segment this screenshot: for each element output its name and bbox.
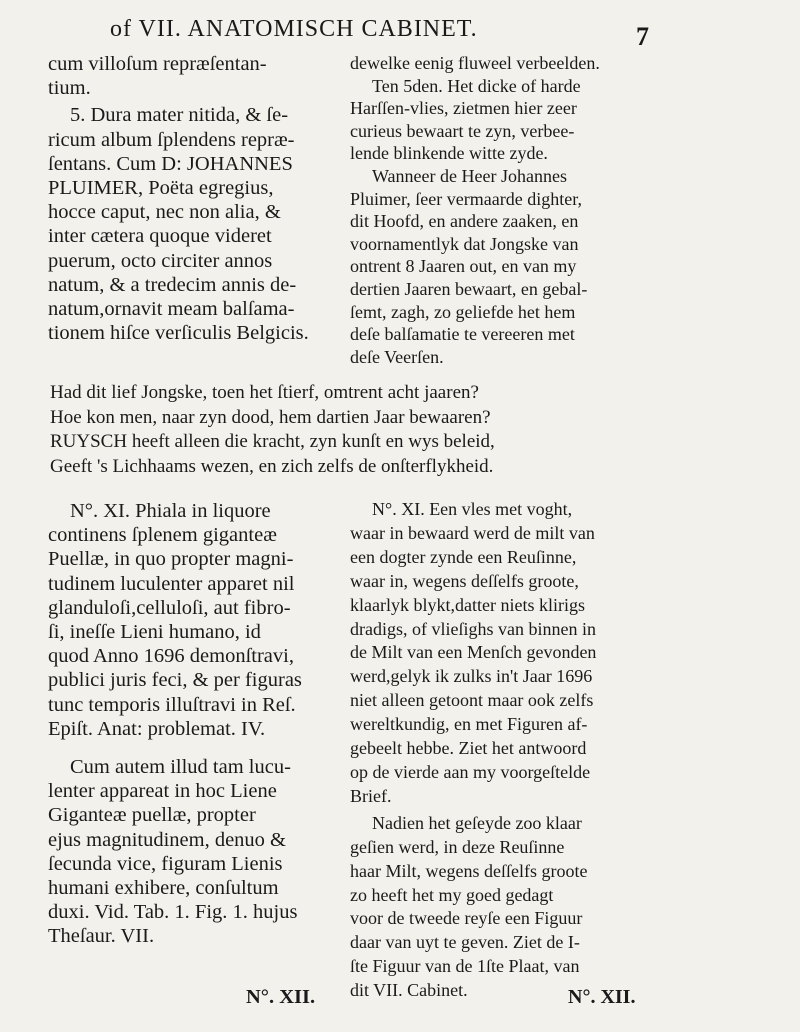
text-line: Brief. bbox=[350, 785, 392, 806]
catchword-left: N°. XII. bbox=[246, 986, 316, 1008]
text-line: tium. bbox=[48, 77, 91, 100]
text-line: gebeelt hebbe. Ziet het antwoord bbox=[350, 738, 587, 759]
text-line: geſien werd, in deze Reuſinne bbox=[350, 836, 565, 857]
text-line: publici juris feci, & per figuras bbox=[48, 669, 302, 692]
text-line: dradigs, of vlieſighs van binnen in bbox=[350, 618, 596, 639]
text-line: daar van uyt te geven. Ziet de I- bbox=[350, 932, 580, 953]
poem-verse bbox=[50, 381, 610, 479]
text-line: PLUIMER, Poëta egregius, bbox=[48, 177, 274, 200]
text-line: niet alleen getoont maar ook zelfs bbox=[350, 690, 594, 711]
text-line: deſe balſamatie te vereeren met bbox=[350, 324, 575, 345]
text-line: quod Anno 1696 demonſtravi, bbox=[48, 645, 294, 668]
text-line: hocce caput, nec non alia, & bbox=[48, 201, 281, 224]
text-line: curieus bewaart te zyn, verbee- bbox=[350, 120, 575, 141]
text-line: Pluimer, ſeer vermaarde dighter, bbox=[350, 188, 582, 209]
text-line: Theſaur. VII. bbox=[48, 925, 155, 948]
verse-line: RUYSCH heeft alleen die kracht, zyn kunſt en wys beleid, bbox=[50, 431, 495, 452]
text-line: N°. XI. Een vles met voght, bbox=[372, 499, 573, 519]
page-number: 7 bbox=[636, 22, 649, 51]
text-line: natum,ornavit meam balſama- bbox=[48, 298, 295, 321]
dutch-column-top bbox=[350, 52, 655, 368]
running-title: of VII. ANATOMISCH CABINET. bbox=[110, 16, 478, 42]
text-line: cum villoſum repræſentan- bbox=[48, 53, 267, 75]
text-line: natum, & a tredecim annis de- bbox=[48, 273, 297, 296]
text-line: Cum autem illud tam lucu- bbox=[70, 756, 291, 779]
text-line: dit Hoofd, en andere zaaken, en bbox=[350, 211, 579, 232]
text-line: continens ſplenem giganteæ bbox=[48, 524, 277, 547]
text-line: Puellæ, in quo propter magni- bbox=[48, 548, 294, 571]
latin-column-bottom bbox=[48, 499, 338, 949]
text-line: ontrent 8 Jaaren out, en van my bbox=[350, 256, 577, 277]
text-line: dit VII. Cabinet. bbox=[350, 980, 468, 1001]
text-line: ſentans. Cum D: JOHANNES bbox=[48, 152, 293, 175]
text-line: lenter appareat in hoc Liene bbox=[48, 780, 277, 803]
text-line: voor de tweede reyſe een Figuur bbox=[350, 908, 583, 929]
dutch-column-bottom bbox=[350, 498, 655, 1003]
text-line: duxi. Vid. Tab. 1. Fig. 1. hujus bbox=[48, 901, 298, 924]
text-line: humani exhibere, conſultum bbox=[48, 877, 279, 900]
text-line: Nadien het geſeyde zoo klaar bbox=[372, 812, 582, 833]
text-line: tunc temporis illuſtravi in Reſ. bbox=[48, 693, 296, 716]
text-line: op de vierde aan my voorgeſtelde bbox=[350, 761, 591, 782]
text-line: inter cætera quoque videret bbox=[48, 225, 272, 248]
text-line: waar in, wegens deſſelfs groote, bbox=[350, 570, 579, 591]
text-line: een dogter zynde een Reuſinne, bbox=[350, 546, 577, 567]
text-line: voornamentlyk dat Jongske van bbox=[350, 233, 579, 254]
text-line: Epiſt. Anat: problemat. IV. bbox=[48, 717, 266, 740]
text-line: N°. XI. Phiala in liquore bbox=[70, 500, 271, 522]
text-line: haar Milt, wegens deſſelfs groote bbox=[350, 860, 588, 881]
verse-line: Hoe kon men, naar zyn dood, hem dartien Jaar bewaaren? bbox=[50, 406, 491, 428]
text-line: glanduloſi,celluloſi, aut fibro- bbox=[48, 596, 291, 619]
text-line: ſemt, zagh, zo geliefde het hem bbox=[350, 301, 576, 322]
text-line: tionem hiſce verſiculis Belgicis. bbox=[48, 322, 309, 345]
text-line: ſte Figuur van de 1ſte Plaat, van bbox=[350, 956, 580, 977]
catchword-right: N°. XII. bbox=[568, 986, 636, 1008]
text-line: de Milt van een Menſch gevonden bbox=[350, 642, 597, 663]
text-line: waar in bewaard werd de milt van bbox=[350, 522, 595, 543]
text-line: Wanneer de Heer Johannes bbox=[372, 165, 567, 186]
text-line: ricum album ſplendens repræ- bbox=[48, 128, 295, 151]
text-line: klaarlyk blykt,datter niets klirigs bbox=[350, 594, 585, 615]
text-line: tudinem luculenter apparet nil bbox=[48, 572, 295, 595]
running-header bbox=[0, 16, 800, 50]
latin-column-top bbox=[48, 52, 338, 345]
text-line: werd,gelyk ik zulks in't Jaar 1696 bbox=[350, 666, 593, 687]
text-line: ſecunda vice, figuram Lienis bbox=[48, 852, 283, 875]
text-line: Ten 5den. Het dicke of harde bbox=[372, 75, 581, 96]
verse-line: Had dit lief Jongske, toen het ſtierf, omtrent acht jaaren? bbox=[50, 382, 479, 403]
text-line: Giganteæ puellæ, propter bbox=[48, 804, 256, 827]
text-line: dertien Jaaren bewaart, en gebal- bbox=[350, 278, 588, 299]
text-line: lende blinkende witte zyde. bbox=[350, 143, 548, 164]
text-line: deſe Veerſen. bbox=[350, 346, 444, 367]
text-line: ejus magnitudinem, denuo & bbox=[48, 828, 286, 851]
text-line: puerum, octo circiter annos bbox=[48, 249, 273, 272]
text-line: Harſſen-vlies, zietmen hier zeer bbox=[350, 98, 577, 119]
text-line: ſi, ineſſe Lieni humano, id bbox=[48, 621, 261, 644]
text-line: 5. Dura mater nitida, & ſe- bbox=[70, 104, 289, 127]
text-line: zo heeft het my goed gedagt bbox=[350, 884, 554, 905]
verse-line: Geeft 's Lichhaams wezen, en zich zelfs de onſterflykheid. bbox=[50, 455, 494, 477]
text-line: dewelke eenig fluweel verbeelden. bbox=[350, 53, 600, 73]
text-line: wereltkundig, en met Figuren af- bbox=[350, 714, 588, 735]
